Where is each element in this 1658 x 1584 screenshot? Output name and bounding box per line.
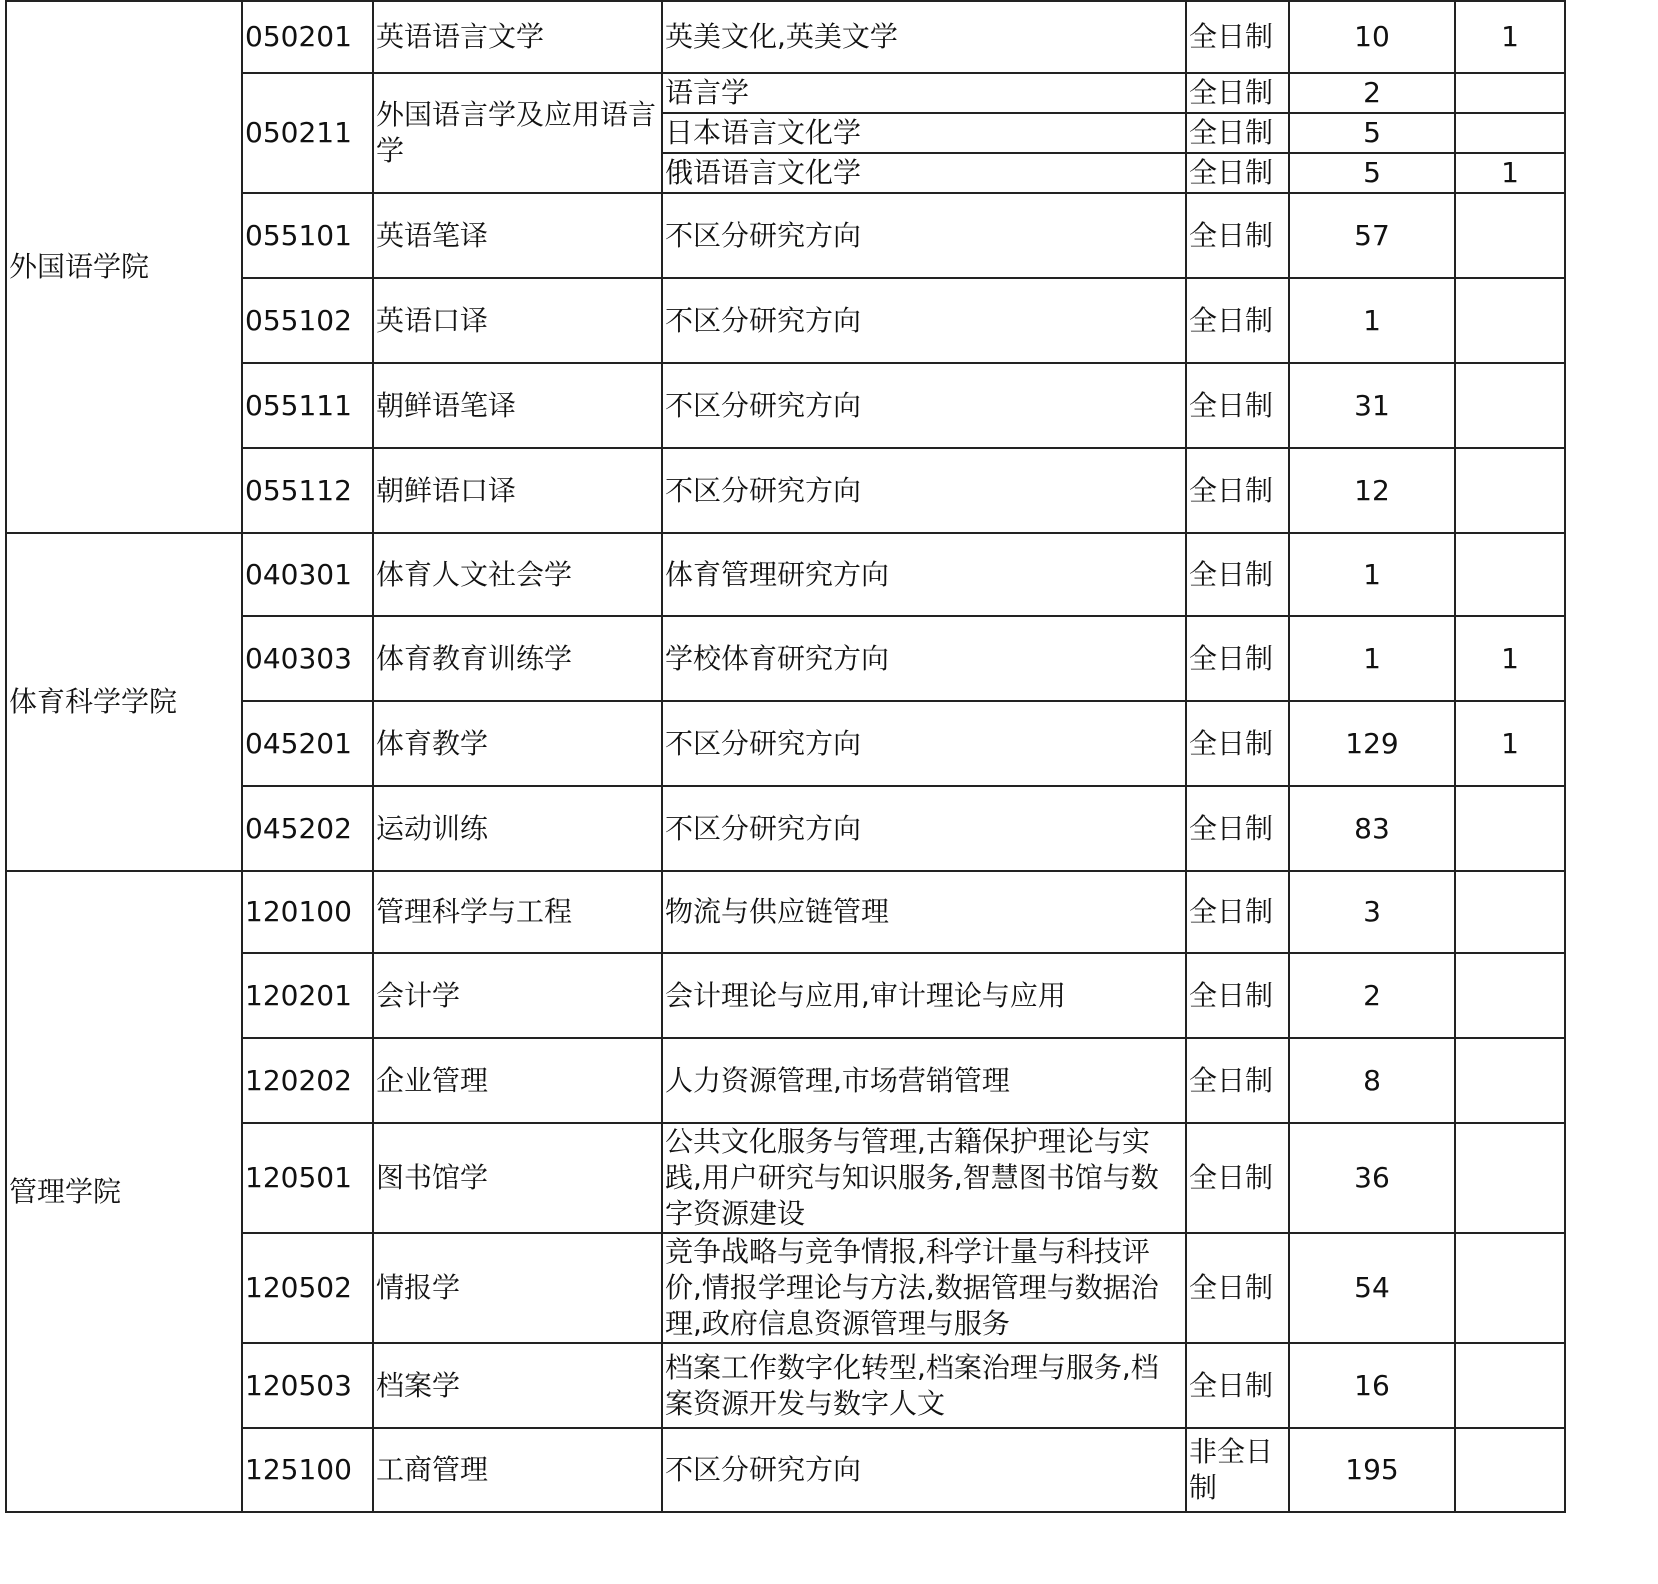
enrollment-count: 10	[1289, 1, 1455, 73]
enrollment-count: 83	[1289, 786, 1455, 871]
major-name: 朝鲜语笔译	[373, 363, 662, 448]
extra-count: 1	[1455, 616, 1565, 701]
study-mode: 全日制	[1186, 113, 1289, 153]
major-name: 英语语言文学	[373, 1, 662, 73]
major-code: 050211	[242, 73, 373, 193]
study-mode: 全日制	[1186, 786, 1289, 871]
major-code: 120501	[242, 1123, 373, 1233]
major-code: 120201	[242, 953, 373, 1038]
study-mode: 全日制	[1186, 193, 1289, 278]
extra-count	[1455, 533, 1565, 616]
research-direction: 不区分研究方向	[662, 363, 1186, 448]
department-name: 体育科学学院	[6, 533, 242, 871]
research-direction: 不区分研究方向	[662, 193, 1186, 278]
major-name: 档案学	[373, 1343, 662, 1428]
extra-count: 1	[1455, 153, 1565, 193]
table-row	[6, 871, 1565, 953]
major-code: 040303	[242, 616, 373, 701]
extra-count	[1455, 1428, 1565, 1512]
major-name: 体育教育训练学	[373, 616, 662, 701]
department-name: 外国语学院	[6, 1, 242, 533]
extra-count	[1455, 278, 1565, 363]
extra-count	[1455, 1123, 1565, 1233]
extra-count	[1455, 871, 1565, 953]
extra-count	[1455, 113, 1565, 153]
major-code: 120100	[242, 871, 373, 953]
major-code: 055101	[242, 193, 373, 278]
study-mode: 全日制	[1186, 278, 1289, 363]
research-direction: 不区分研究方向	[662, 448, 1186, 533]
research-direction: 档案工作数字化转型,档案治理与服务,档案资源开发与数字人文	[662, 1343, 1186, 1428]
enrollment-count: 16	[1289, 1343, 1455, 1428]
enrollment-table	[5, 0, 1566, 1513]
research-direction: 不区分研究方向	[662, 1428, 1186, 1512]
major-name: 运动训练	[373, 786, 662, 871]
enrollment-count: 2	[1289, 953, 1455, 1038]
study-mode: 全日制	[1186, 448, 1289, 533]
enrollment-count: 129	[1289, 701, 1455, 786]
major-code: 055111	[242, 363, 373, 448]
extra-count	[1455, 193, 1565, 278]
major-code: 045201	[242, 701, 373, 786]
extra-count	[1455, 1343, 1565, 1428]
study-mode: 全日制	[1186, 701, 1289, 786]
study-mode: 全日制	[1186, 616, 1289, 701]
study-mode: 全日制	[1186, 953, 1289, 1038]
study-mode: 全日制	[1186, 871, 1289, 953]
major-code: 050201	[242, 1, 373, 73]
major-name: 朝鲜语口译	[373, 448, 662, 533]
enrollment-count: 57	[1289, 193, 1455, 278]
research-direction: 会计理论与应用,审计理论与应用	[662, 953, 1186, 1038]
extra-count	[1455, 73, 1565, 113]
enrollment-count: 36	[1289, 1123, 1455, 1233]
study-mode: 非全日制	[1186, 1428, 1289, 1512]
study-mode: 全日制	[1186, 533, 1289, 616]
research-direction: 不区分研究方向	[662, 278, 1186, 363]
study-mode: 全日制	[1186, 73, 1289, 113]
study-mode: 全日制	[1186, 1038, 1289, 1123]
extra-count	[1455, 786, 1565, 871]
major-code: 120202	[242, 1038, 373, 1123]
research-direction: 语言学	[662, 73, 1186, 113]
enrollment-count: 195	[1289, 1428, 1455, 1512]
major-code: 040301	[242, 533, 373, 616]
major-name: 工商管理	[373, 1428, 662, 1512]
extra-count	[1455, 1233, 1565, 1343]
enrollment-count: 31	[1289, 363, 1455, 448]
enrollment-count: 1	[1289, 533, 1455, 616]
enrollment-count: 1	[1289, 278, 1455, 363]
research-direction: 日本语言文化学	[662, 113, 1186, 153]
major-name: 图书馆学	[373, 1123, 662, 1233]
enrollment-count: 8	[1289, 1038, 1455, 1123]
study-mode: 全日制	[1186, 1123, 1289, 1233]
extra-count	[1455, 1038, 1565, 1123]
study-mode: 全日制	[1186, 363, 1289, 448]
major-code: 120502	[242, 1233, 373, 1343]
enrollment-count: 12	[1289, 448, 1455, 533]
enrollment-count: 54	[1289, 1233, 1455, 1343]
research-direction: 英美文化,英美文学	[662, 1, 1186, 73]
major-name: 管理科学与工程	[373, 871, 662, 953]
table-row	[6, 1, 1565, 73]
major-name: 情报学	[373, 1233, 662, 1343]
research-direction: 不区分研究方向	[662, 701, 1186, 786]
major-code: 045202	[242, 786, 373, 871]
department-name: 管理学院	[6, 871, 242, 1512]
major-code: 055102	[242, 278, 373, 363]
extra-count	[1455, 953, 1565, 1038]
extra-count	[1455, 448, 1565, 533]
major-code: 125100	[242, 1428, 373, 1512]
research-direction: 人力资源管理,市场营销管理	[662, 1038, 1186, 1123]
enrollment-count: 5	[1289, 113, 1455, 153]
extra-count	[1455, 363, 1565, 448]
study-mode: 全日制	[1186, 1343, 1289, 1428]
enrollment-count: 2	[1289, 73, 1455, 113]
study-mode: 全日制	[1186, 1, 1289, 73]
major-name: 外国语言学及应用语言学	[373, 73, 662, 193]
major-name: 企业管理	[373, 1038, 662, 1123]
enrollment-count: 1	[1289, 616, 1455, 701]
study-mode: 全日制	[1186, 1233, 1289, 1343]
study-mode: 全日制	[1186, 153, 1289, 193]
research-direction: 学校体育研究方向	[662, 616, 1186, 701]
major-code: 055112	[242, 448, 373, 533]
major-name: 会计学	[373, 953, 662, 1038]
research-direction: 竞争战略与竞争情报,科学计量与科技评价,情报学理论与方法,数据管理与数据治理,政府信息资源管理与服务	[662, 1233, 1186, 1343]
extra-count: 1	[1455, 1, 1565, 73]
research-direction: 物流与供应链管理	[662, 871, 1186, 953]
major-name: 英语笔译	[373, 193, 662, 278]
major-code: 120503	[242, 1343, 373, 1428]
research-direction: 公共文化服务与管理,古籍保护理论与实践,用户研究与知识服务,智慧图书馆与数字资源建设	[662, 1123, 1186, 1233]
table-row	[6, 533, 1565, 616]
research-direction: 体育管理研究方向	[662, 533, 1186, 616]
research-direction: 俄语语言文化学	[662, 153, 1186, 193]
extra-count: 1	[1455, 701, 1565, 786]
major-name: 体育人文社会学	[373, 533, 662, 616]
enrollment-count: 3	[1289, 871, 1455, 953]
enrollment-count: 5	[1289, 153, 1455, 193]
major-name: 体育教学	[373, 701, 662, 786]
major-name: 英语口译	[373, 278, 662, 363]
research-direction: 不区分研究方向	[662, 786, 1186, 871]
